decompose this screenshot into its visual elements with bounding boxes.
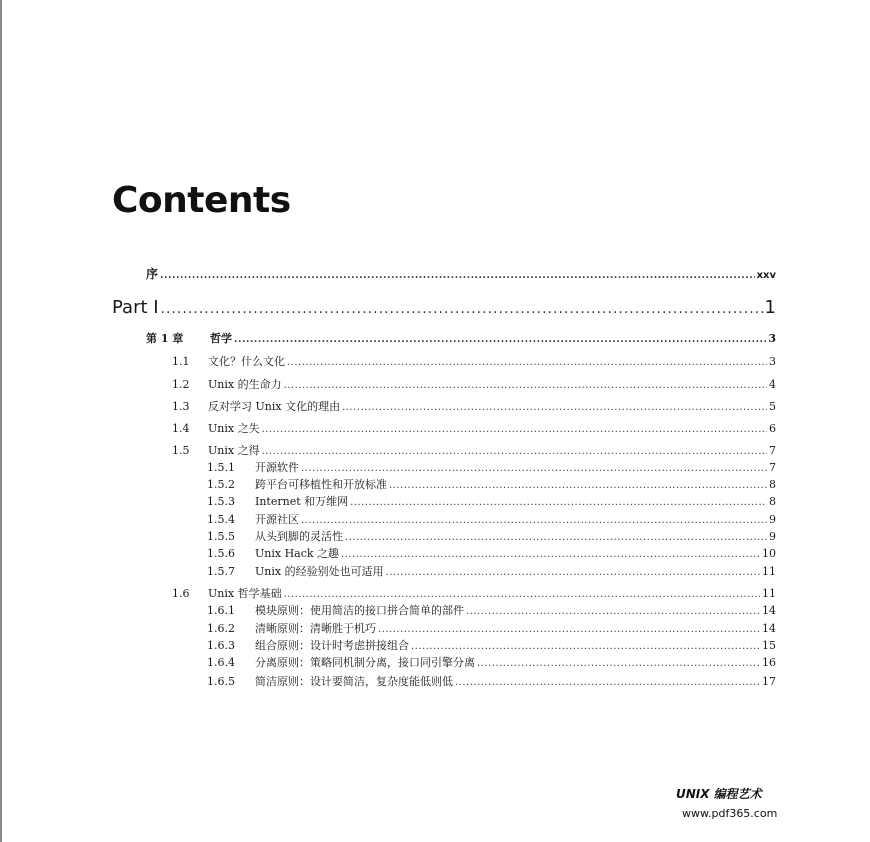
toc-page-number: 10 xyxy=(762,547,776,560)
toc-entry-chapter[interactable] xyxy=(146,330,776,346)
dot-leader xyxy=(455,677,760,688)
toc-page-number: 9 xyxy=(769,513,776,526)
toc-entry-number: 1.4 xyxy=(172,422,190,435)
dot-leader xyxy=(234,334,766,345)
toc-entry-preface[interactable] xyxy=(146,265,776,282)
toc-page-number: 16 xyxy=(762,656,776,669)
toc-entry-subsection[interactable] xyxy=(207,602,776,618)
toc-page-number: 11 xyxy=(762,565,776,578)
toc-entry-label: 开源软件 xyxy=(255,461,299,474)
toc-entry-label: Unix 之得 xyxy=(208,444,260,457)
toc-entry-section[interactable] xyxy=(172,442,776,458)
toc-entry-number: 1.6.3 xyxy=(207,639,235,652)
toc-entry-number: 1.6.4 xyxy=(207,656,235,669)
toc-entry-label: 文化？什么文化 xyxy=(208,355,285,368)
dot-leader xyxy=(466,606,760,617)
toc-entry-number: 1.5.4 xyxy=(207,513,235,526)
toc-entry-label: 序 xyxy=(146,267,159,281)
toc-entry-section[interactable] xyxy=(172,585,776,601)
toc-entry-subsection[interactable] xyxy=(207,563,776,579)
toc-page-number: 11 xyxy=(762,587,776,600)
dot-leader xyxy=(477,658,760,669)
toc-entry-subsection[interactable] xyxy=(207,459,776,475)
toc-entry-subsection[interactable] xyxy=(207,493,776,509)
toc-entry-number: 1.3 xyxy=(172,400,190,413)
toc-entry-number: 1.6.5 xyxy=(207,675,235,688)
toc-page-number: 14 xyxy=(762,604,776,617)
dot-leader xyxy=(301,515,767,526)
toc-page-number: 1 xyxy=(764,297,776,318)
toc-entry-number: 第 1 章 xyxy=(146,332,184,345)
toc-page-number: 4 xyxy=(769,378,776,391)
toc-entry-label: Unix 哲学基础 xyxy=(208,587,282,600)
toc-entry-label: 模块原则：使用简洁的接口拼合简单的部件 xyxy=(255,604,464,617)
toc-entry-label: Unix 的生命力 xyxy=(208,378,282,391)
toc-entry-section[interactable] xyxy=(172,353,776,369)
toc-entry-label: Unix 之失 xyxy=(208,422,260,435)
toc-entry-label: Unix Hack 之趣 xyxy=(255,547,340,560)
dot-leader xyxy=(345,532,767,543)
toc-entry-section[interactable] xyxy=(172,420,776,436)
dot-leader xyxy=(262,424,767,435)
toc-entry-label: Part I xyxy=(112,297,159,318)
toc-entry-label: Internet 和万维网 xyxy=(255,495,349,508)
toc-page-number: 6 xyxy=(769,422,776,435)
toc-entry-number: 1.5.2 xyxy=(207,478,235,491)
toc-entry-subsection[interactable] xyxy=(207,620,776,636)
dot-leader xyxy=(301,463,767,474)
toc-entry-subsection[interactable] xyxy=(207,673,776,689)
page-left-edge xyxy=(0,0,2,842)
toc-entry-number: 1.2 xyxy=(172,378,190,391)
toc-page-number: 8 xyxy=(769,478,776,491)
toc-page-number: 5 xyxy=(769,400,776,413)
toc-page-number: 3 xyxy=(768,332,776,345)
dot-leader xyxy=(287,357,767,368)
toc-entry-label: 清晰原则：清晰胜于机巧 xyxy=(255,622,376,635)
toc-entry-number: 1.5 xyxy=(172,444,190,457)
toc-entry-label: 反对学习 Unix 文化的理由 xyxy=(208,400,341,413)
toc-page-number: 8 xyxy=(769,495,776,508)
toc-entry-label: 哲学 xyxy=(210,332,232,345)
dot-leader xyxy=(160,270,755,281)
toc-entry-subsection[interactable] xyxy=(207,545,776,561)
dot-leader xyxy=(262,446,767,457)
toc-entry-label: 跨平台可移植性和开放标准 xyxy=(255,478,387,491)
toc-page-number: 7 xyxy=(769,444,776,457)
dot-leader xyxy=(386,567,760,578)
toc-entry-number: 1.5.5 xyxy=(207,530,235,543)
toc-entry-number: 1.1 xyxy=(172,355,190,368)
toc-entry-section[interactable] xyxy=(172,376,776,392)
dot-leader xyxy=(341,549,760,560)
toc-entry-part[interactable] xyxy=(112,297,776,318)
toc-entry-number: 1.5.1 xyxy=(207,461,235,474)
toc-entry-subsection[interactable] xyxy=(207,511,776,527)
toc-entry-number: 1.6 xyxy=(172,587,190,600)
toc-entry-label: 开源社区 xyxy=(255,513,299,526)
toc-entry-label: Unix 的经验别处也可适用 xyxy=(255,565,384,578)
dot-leader xyxy=(411,641,760,652)
dot-leader xyxy=(284,380,767,391)
toc-entry-label: 组合原则：设计时考虑拼接组合 xyxy=(255,639,409,652)
toc-entry-number: 1.6.1 xyxy=(207,604,235,617)
dot-leader xyxy=(161,301,763,317)
toc-entry-label: 从头到脚的灵活性 xyxy=(255,530,343,543)
dot-leader xyxy=(342,402,767,413)
toc-page-number: 7 xyxy=(769,461,776,474)
toc-entry-subsection[interactable] xyxy=(207,528,776,544)
page-title: Contents xyxy=(112,180,291,221)
toc-page-number: xxv xyxy=(756,270,776,281)
toc-page-number: 3 xyxy=(769,355,776,368)
toc-page-number: 9 xyxy=(769,530,776,543)
footer-book-title: UNIX 编程艺术 xyxy=(676,787,762,801)
toc-entry-subsection[interactable] xyxy=(207,654,776,670)
toc-entry-label: 简洁原则：设计要简洁，复杂度能低则低 xyxy=(255,675,453,688)
dot-leader xyxy=(284,589,760,600)
toc-page-number: 15 xyxy=(762,639,776,652)
toc-entry-number: 1.5.3 xyxy=(207,495,235,508)
toc-entry-subsection[interactable] xyxy=(207,476,776,492)
dot-leader xyxy=(350,497,767,508)
toc-page-number: 14 xyxy=(762,622,776,635)
toc-entry-number: 1.5.7 xyxy=(207,565,235,578)
footer-url[interactable]: www.pdf365.com xyxy=(682,807,778,820)
toc-entry-section[interactable] xyxy=(172,398,776,414)
toc-entry-label: 分离原则：策略同机制分离，接口同引擎分离 xyxy=(255,656,475,669)
dot-leader xyxy=(378,624,760,635)
toc-page-number: 17 xyxy=(762,675,776,688)
dot-leader xyxy=(389,480,767,491)
toc-entry-subsection[interactable] xyxy=(207,637,776,653)
toc-entry-number: 1.6.2 xyxy=(207,622,235,635)
toc-entry-number: 1.5.6 xyxy=(207,547,235,560)
